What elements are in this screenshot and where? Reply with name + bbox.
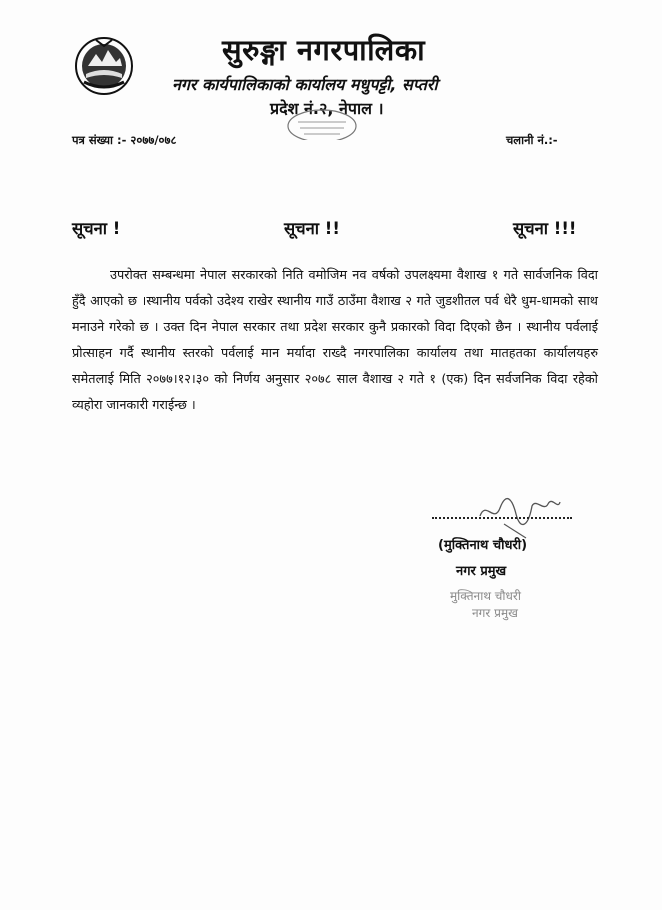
- province-line: प्रदेश नं.२, नेपाल ।: [270, 99, 384, 118]
- notice-body: उपरोक्त सम्बन्धमा नेपाल सरकारको निति वमोजिम नव वर्षको उपलक्ष्यमा वैशाख १ गते सार्वजनिक विदा हुँदै आएको छ ।स्थानीय पर्वको उदेश्य राखेर स्थानीय गाउँ ठाउँमा वैशाख २ गते जुडशीतल पर्व धेरै धुम-धामको साथ मनाउने गरेको छ । उक्त दिन नेपाल सरकार तथा प्रदेश सरकार कुनै प्रकारको विदा दिएको छैन । स्थानीय पर्वलाई प्रोत्साहन गर्दै स्थानीय स्तरको पर्वलाई मान मर्यादा राख्दै नगरपालिका कार्यालय तथा मातहतका कार्यालयहरु समेतलाई मिति २०७७।१२।३० को निर्णय अनुसार २०७८ साल वैशाख २ गते १ (एक) दिन सर्वजनिक विदा रहेको व्यहोरा जानकारी गराईन्छ ।: [72, 268, 598, 413]
- dispatch-number: चलानी नं.:-: [506, 133, 558, 147]
- signer-title: नगर प्रमुख: [456, 564, 507, 579]
- stamp-signer-title: नगर प्रमुख: [472, 606, 518, 620]
- stamp-signer-name: मुक्तिनाथ चौधरी: [450, 589, 521, 603]
- government-emblem-icon: [74, 36, 134, 96]
- office-address: नगर कार्यपालिकाको कार्यालय मधुपट्टी, सप्तरी: [172, 75, 438, 94]
- notice-heading-1: सूचना !: [72, 219, 121, 238]
- office-stamp-icon: [286, 106, 358, 140]
- signature-line: [432, 517, 572, 519]
- signer-name: (मुक्तिनाथ चौधरी): [438, 538, 528, 553]
- notice-heading-2: सूचना !!: [284, 219, 340, 238]
- letter-number: पत्र संख्या :- २०७७/०७८: [72, 133, 177, 147]
- organization-name: सुरुङ्गा नगरपालिका: [222, 33, 426, 67]
- notice-heading-3: सूचना !!!: [513, 219, 577, 238]
